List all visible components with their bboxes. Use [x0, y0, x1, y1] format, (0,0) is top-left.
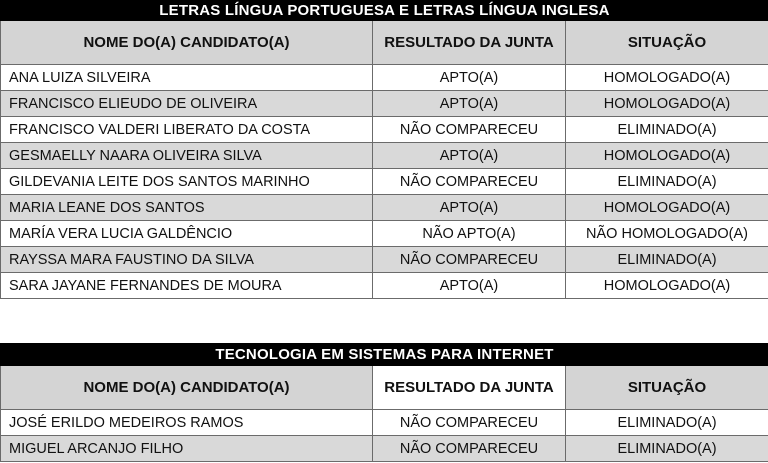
column-header-status: SITUAÇÃO	[566, 21, 768, 65]
board-result: NÃO COMPARECEU	[373, 436, 566, 462]
candidate-name: RAYSSA MARA FAUSTINO DA SILVA	[1, 247, 373, 273]
candidate-name: FRANCISCO ELIEUDO DE OLIVEIRA	[1, 91, 373, 117]
column-header-status: SITUAÇÃO	[566, 366, 768, 410]
status-value: NÃO HOMOLOGADO(A)	[566, 221, 768, 247]
column-header-name: NOME DO(A) CANDIDATO(A)	[1, 21, 373, 65]
board-result: NÃO COMPARECEU	[373, 169, 566, 195]
candidate-name: MARIA LEANE DOS SANTOS	[1, 195, 373, 221]
board-result: NÃO COMPARECEU	[373, 410, 566, 436]
status-value: HOMOLOGADO(A)	[566, 273, 768, 299]
status-value: HOMOLOGADO(A)	[566, 91, 768, 117]
candidate-name: JOSÉ ERILDO MEDEIROS RAMOS	[1, 410, 373, 436]
column-header-result: RESULTADO DA JUNTA	[373, 366, 566, 410]
candidate-name: ANA LUIZA SILVEIRA	[1, 65, 373, 91]
status-value: ELIMINADO(A)	[566, 436, 768, 462]
status-value: ELIMINADO(A)	[566, 410, 768, 436]
status-value: HOMOLOGADO(A)	[566, 143, 768, 169]
status-value: HOMOLOGADO(A)	[566, 65, 768, 91]
table-row	[1, 436, 768, 462]
table-row	[1, 91, 768, 117]
table-row	[1, 143, 768, 169]
status-value: ELIMINADO(A)	[566, 169, 768, 195]
board-result: NÃO APTO(A)	[373, 221, 566, 247]
table-title: LETRAS LÍNGUA PORTUGUESA E LETRAS LÍNGUA INGLESA	[1, 1, 768, 21]
board-result: APTO(A)	[373, 143, 566, 169]
table-row	[1, 410, 768, 436]
candidate-name: MARÍA VERA LUCIA GALDÊNCIO	[1, 221, 373, 247]
table-title: TECNOLOGIA EM SISTEMAS PARA INTERNET	[1, 344, 768, 366]
table-row	[1, 247, 768, 273]
column-header-result: RESULTADO DA JUNTA	[373, 21, 566, 65]
status-value: HOMOLOGADO(A)	[566, 195, 768, 221]
table-row	[1, 221, 768, 247]
table-row	[1, 169, 768, 195]
table-row	[1, 65, 768, 91]
board-result: NÃO COMPARECEU	[373, 247, 566, 273]
candidate-name: GESMAELLY NAARA OLIVEIRA SILVA	[1, 143, 373, 169]
board-result: APTO(A)	[373, 195, 566, 221]
table-row	[1, 273, 768, 299]
board-result: NÃO COMPARECEU	[373, 117, 566, 143]
board-result: APTO(A)	[373, 65, 566, 91]
status-value: ELIMINADO(A)	[566, 247, 768, 273]
board-result: APTO(A)	[373, 91, 566, 117]
status-value: ELIMINADO(A)	[566, 117, 768, 143]
table-row	[1, 117, 768, 143]
results-table-tsi	[0, 343, 768, 462]
candidate-name: FRANCISCO VALDERI LIBERATO DA COSTA	[1, 117, 373, 143]
table-row	[1, 195, 768, 221]
candidate-name: GILDEVANIA LEITE DOS SANTOS MARINHO	[1, 169, 373, 195]
board-result: APTO(A)	[373, 273, 566, 299]
column-header-name: NOME DO(A) CANDIDATO(A)	[1, 366, 373, 410]
candidate-name: MIGUEL ARCANJO FILHO	[1, 436, 373, 462]
candidate-name: SARA JAYANE FERNANDES DE MOURA	[1, 273, 373, 299]
